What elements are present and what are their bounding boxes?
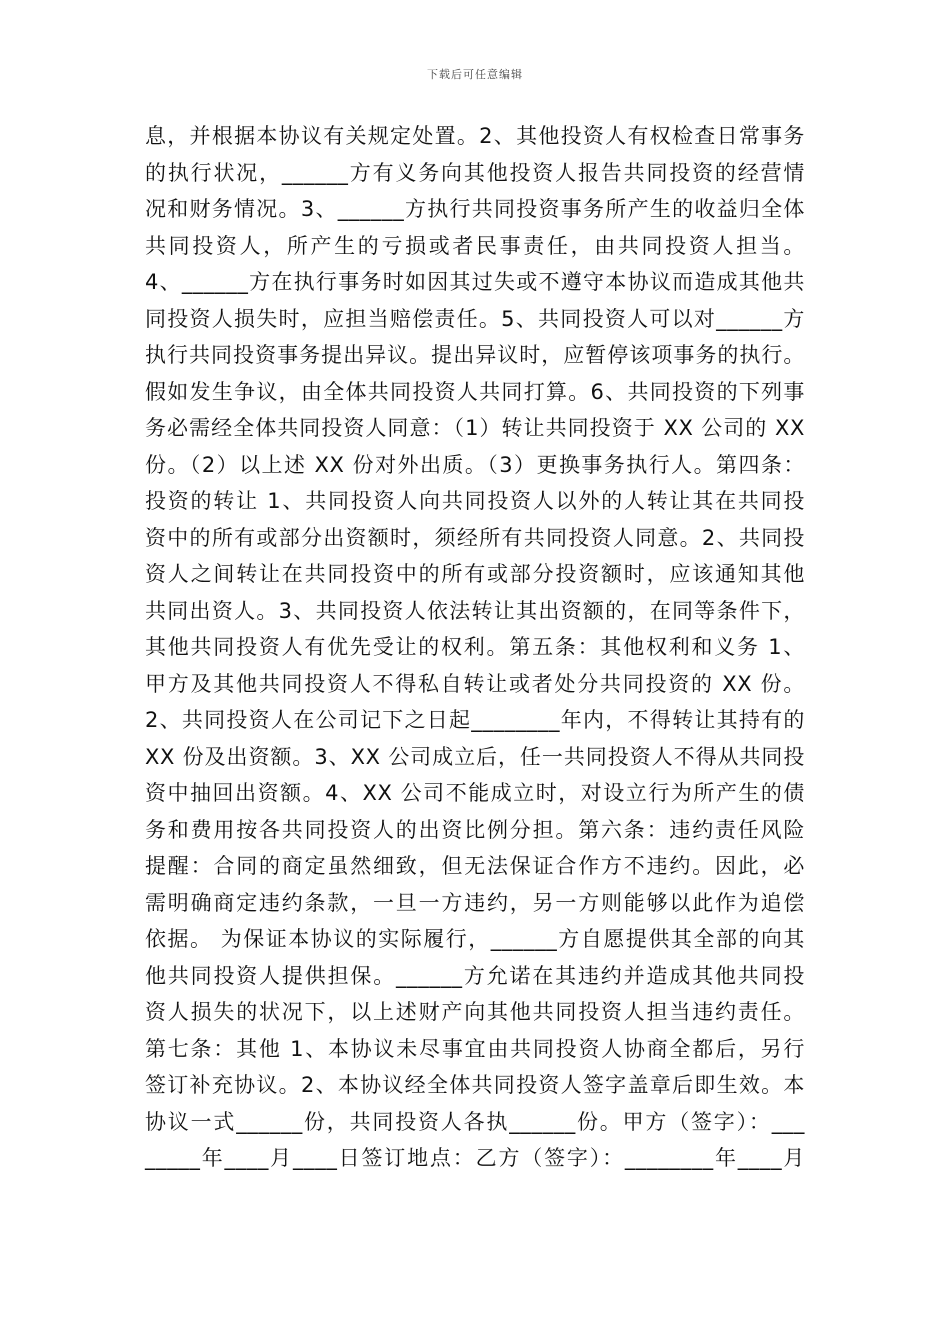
- text-line: 资人之间转让在共同投资中的所有或部分投资额时，应该通知其他: [145, 562, 805, 586]
- text-line: 同投资人损失时，应担当赔偿责任。5、共同投资人可以对______方: [145, 306, 805, 331]
- text-line: 假如发生争议，由全体共同投资人共同打算。6、共同投资的下列事: [145, 379, 805, 404]
- text-line: 况和财务情况。3、______方执行共同投资事务所产生的收益归全体: [145, 197, 805, 221]
- text-line: 签订补充协议。2、本协议经全体共同投资人签字盖章后即生效。本: [145, 1073, 805, 1097]
- text-line: 的执行状况，______方有义务向其他投资人报告共同投资的经营情: [145, 160, 805, 185]
- text-line: 投资的转让 1、共同投资人向共同投资人以外的人转让其在共同投: [145, 489, 805, 513]
- text-line: 执行共同投资事务提出异议。提出异议时，应暂停该项事务的执行。: [145, 343, 805, 367]
- text-line: 资人损失的状况下，以上述财产向其他共同投资人担当违约责任。: [145, 1000, 805, 1024]
- text-line: 息，并根据本协议有关规定处置。2、其他投资人有权检查日常事务: [145, 124, 805, 148]
- text-line: _____年____月____日签订地点：乙方（签字）：________年____月: [145, 1146, 805, 1170]
- text-line: 他共同投资人提供担保。______方允诺在其违约并造成其他共同投: [145, 963, 805, 988]
- text-line: 需明确商定违约条款，一旦一方违约，另一方则能够以此作为追偿: [145, 890, 805, 915]
- text-line: 2、共同投资人在公司记下之日起________年内，不得转让其持有的: [145, 708, 805, 732]
- text-line: XX 份及出资额。3、XX 公司成立后，任一共同投资人不得从共同投: [145, 744, 805, 769]
- text-line: 资中抽回出资额。4、XX 公司不能成立时，对设立行为所产生的债: [145, 781, 805, 805]
- text-line: 共同投资人，所产生的亏损或者民事责任，由共同投资人担当。: [145, 233, 805, 258]
- text-line: 务必需经全体共同投资人同意：（1）转让共同投资于 XX 公司的 XX: [145, 416, 805, 440]
- document-body: [145, 118, 805, 1177]
- text-line: 协议一式______份，共同投资人各执______份。甲方（签字）：___: [145, 1109, 805, 1134]
- text-line: 提醒：合同的商定虽然细致，但无法保证合作方不违约。因此，必: [145, 854, 805, 878]
- text-line: 份。（2）以上述 XX 份对外出质。（3）更换事务执行人。第四条：: [145, 452, 805, 477]
- text-line: 资中的所有或部分出资额时，须经所有共同投资人同意。2、共同投: [145, 525, 805, 550]
- text-line: 共同出资人。3、共同投资人依法转让其出资额的，在同等条件下，: [145, 598, 805, 623]
- text-line: 其他共同投资人有优先受让的权利。第五条：其他权利和义务 1、: [145, 635, 805, 659]
- text-line: 甲方及其他共同投资人不得私自转让或者处分共同投资的 XX 份。: [145, 671, 805, 696]
- text-line: 4、______方在执行事务时如因其过失或不遵守本协议而造成其他共: [145, 270, 805, 294]
- text-line: 第七条：其他 1、本协议未尽事宜由共同投资人协商全都后，另行: [145, 1036, 805, 1061]
- page-header-note: 下载后可任意编辑: [427, 68, 523, 81]
- text-line: 依据。 为保证本协议的实际履行，______方自愿提供其全部的向其: [145, 927, 805, 951]
- text-line: 务和费用按各共同投资人的出资比例分担。第六条：违约责任风险: [145, 817, 805, 842]
